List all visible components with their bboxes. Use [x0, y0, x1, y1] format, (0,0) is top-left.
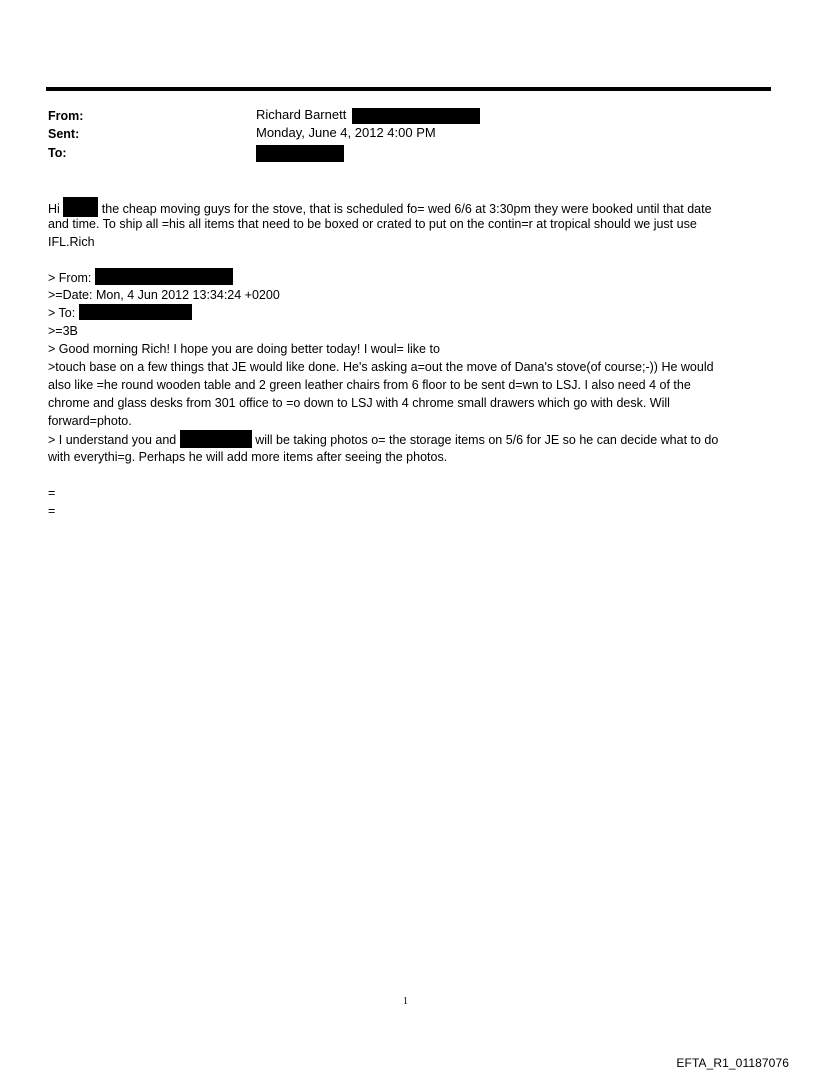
reply-line-3: IFL.Rich — [48, 235, 95, 249]
quoted-to-label: > To: — [48, 306, 76, 320]
to-label: To: — [48, 146, 67, 160]
quoted-line-5 — [48, 430, 772, 448]
trailing-marker-2: = — [48, 504, 56, 518]
header-rule — [46, 87, 771, 91]
bates-number: EFTA_R1_01187076 — [676, 1056, 789, 1070]
from-label: From: — [48, 109, 84, 123]
quoted-from-redaction — [95, 268, 233, 285]
sent-label: Sent: — [48, 127, 80, 141]
reply-body — [48, 197, 772, 251]
from-name: Richard Barnett — [256, 107, 347, 122]
greeting-prefix: Hi — [48, 202, 60, 216]
quoted-line-2: also like =he round wooden table and 2 green leather chairs from 6 floor to be sent d=wn to LSJ. I also need 4 of the — [48, 378, 691, 392]
quoted-line-4: forward=photo. — [48, 414, 132, 428]
reply-line-1-text: the cheap moving guys for the stove, that is scheduled fo= wed 6/6 at 3:30pm they were booked until that date — [101, 202, 712, 216]
quoted-to-redaction — [79, 304, 192, 320]
quoted-from-line — [48, 268, 772, 286]
quoted-date-line: >=Date: Mon, 4 Jun 2012 13:34:24 +0200 — [48, 288, 280, 302]
trailing-markers — [48, 484, 772, 520]
quoted-line-3: chrome and glass desks from 301 office to =o down to LSJ with 4 chrome small drawers which go with desk. Will — [48, 396, 670, 410]
sent-value: Monday, June 4, 2012 4:00 PM — [256, 125, 436, 140]
trailing-marker-1: = — [48, 486, 56, 500]
to-value-redaction — [256, 145, 344, 162]
quoted-line-5-text: will be taking photos o= the storage items on 5/6 for JE so he can decide what to do — [255, 433, 719, 447]
quoted-greeting-line: > Good morning Rich! I hope you are doing better today! I woul= like to — [48, 342, 440, 356]
quoted-person-redaction — [180, 430, 252, 448]
quoted-line-5-prefix: > I understand you and — [48, 433, 177, 447]
from-value — [256, 107, 480, 124]
quoted-to-line — [48, 304, 772, 322]
recipient-name-redaction — [63, 197, 98, 217]
quoted-line-6: with everythi=g. Perhaps he will add more items after seeing the photos. — [48, 450, 448, 464]
quoted-message — [48, 268, 772, 466]
quoted-from-label: > From: — [48, 271, 92, 285]
quoted-marker-line: >=3B — [48, 324, 78, 338]
quoted-line-1: >touch base on a few things that JE would like done. He's asking a=out the move of Dana's stove(of course;-)) He would — [48, 360, 714, 374]
from-email-redaction — [352, 108, 480, 124]
reply-line-2: and time. To ship all =his all items that need to be boxed or crated to put on the contin=r at tropical should we just use — [48, 217, 697, 231]
page-number: 1 — [403, 996, 408, 1007]
reply-line-1 — [48, 197, 772, 215]
